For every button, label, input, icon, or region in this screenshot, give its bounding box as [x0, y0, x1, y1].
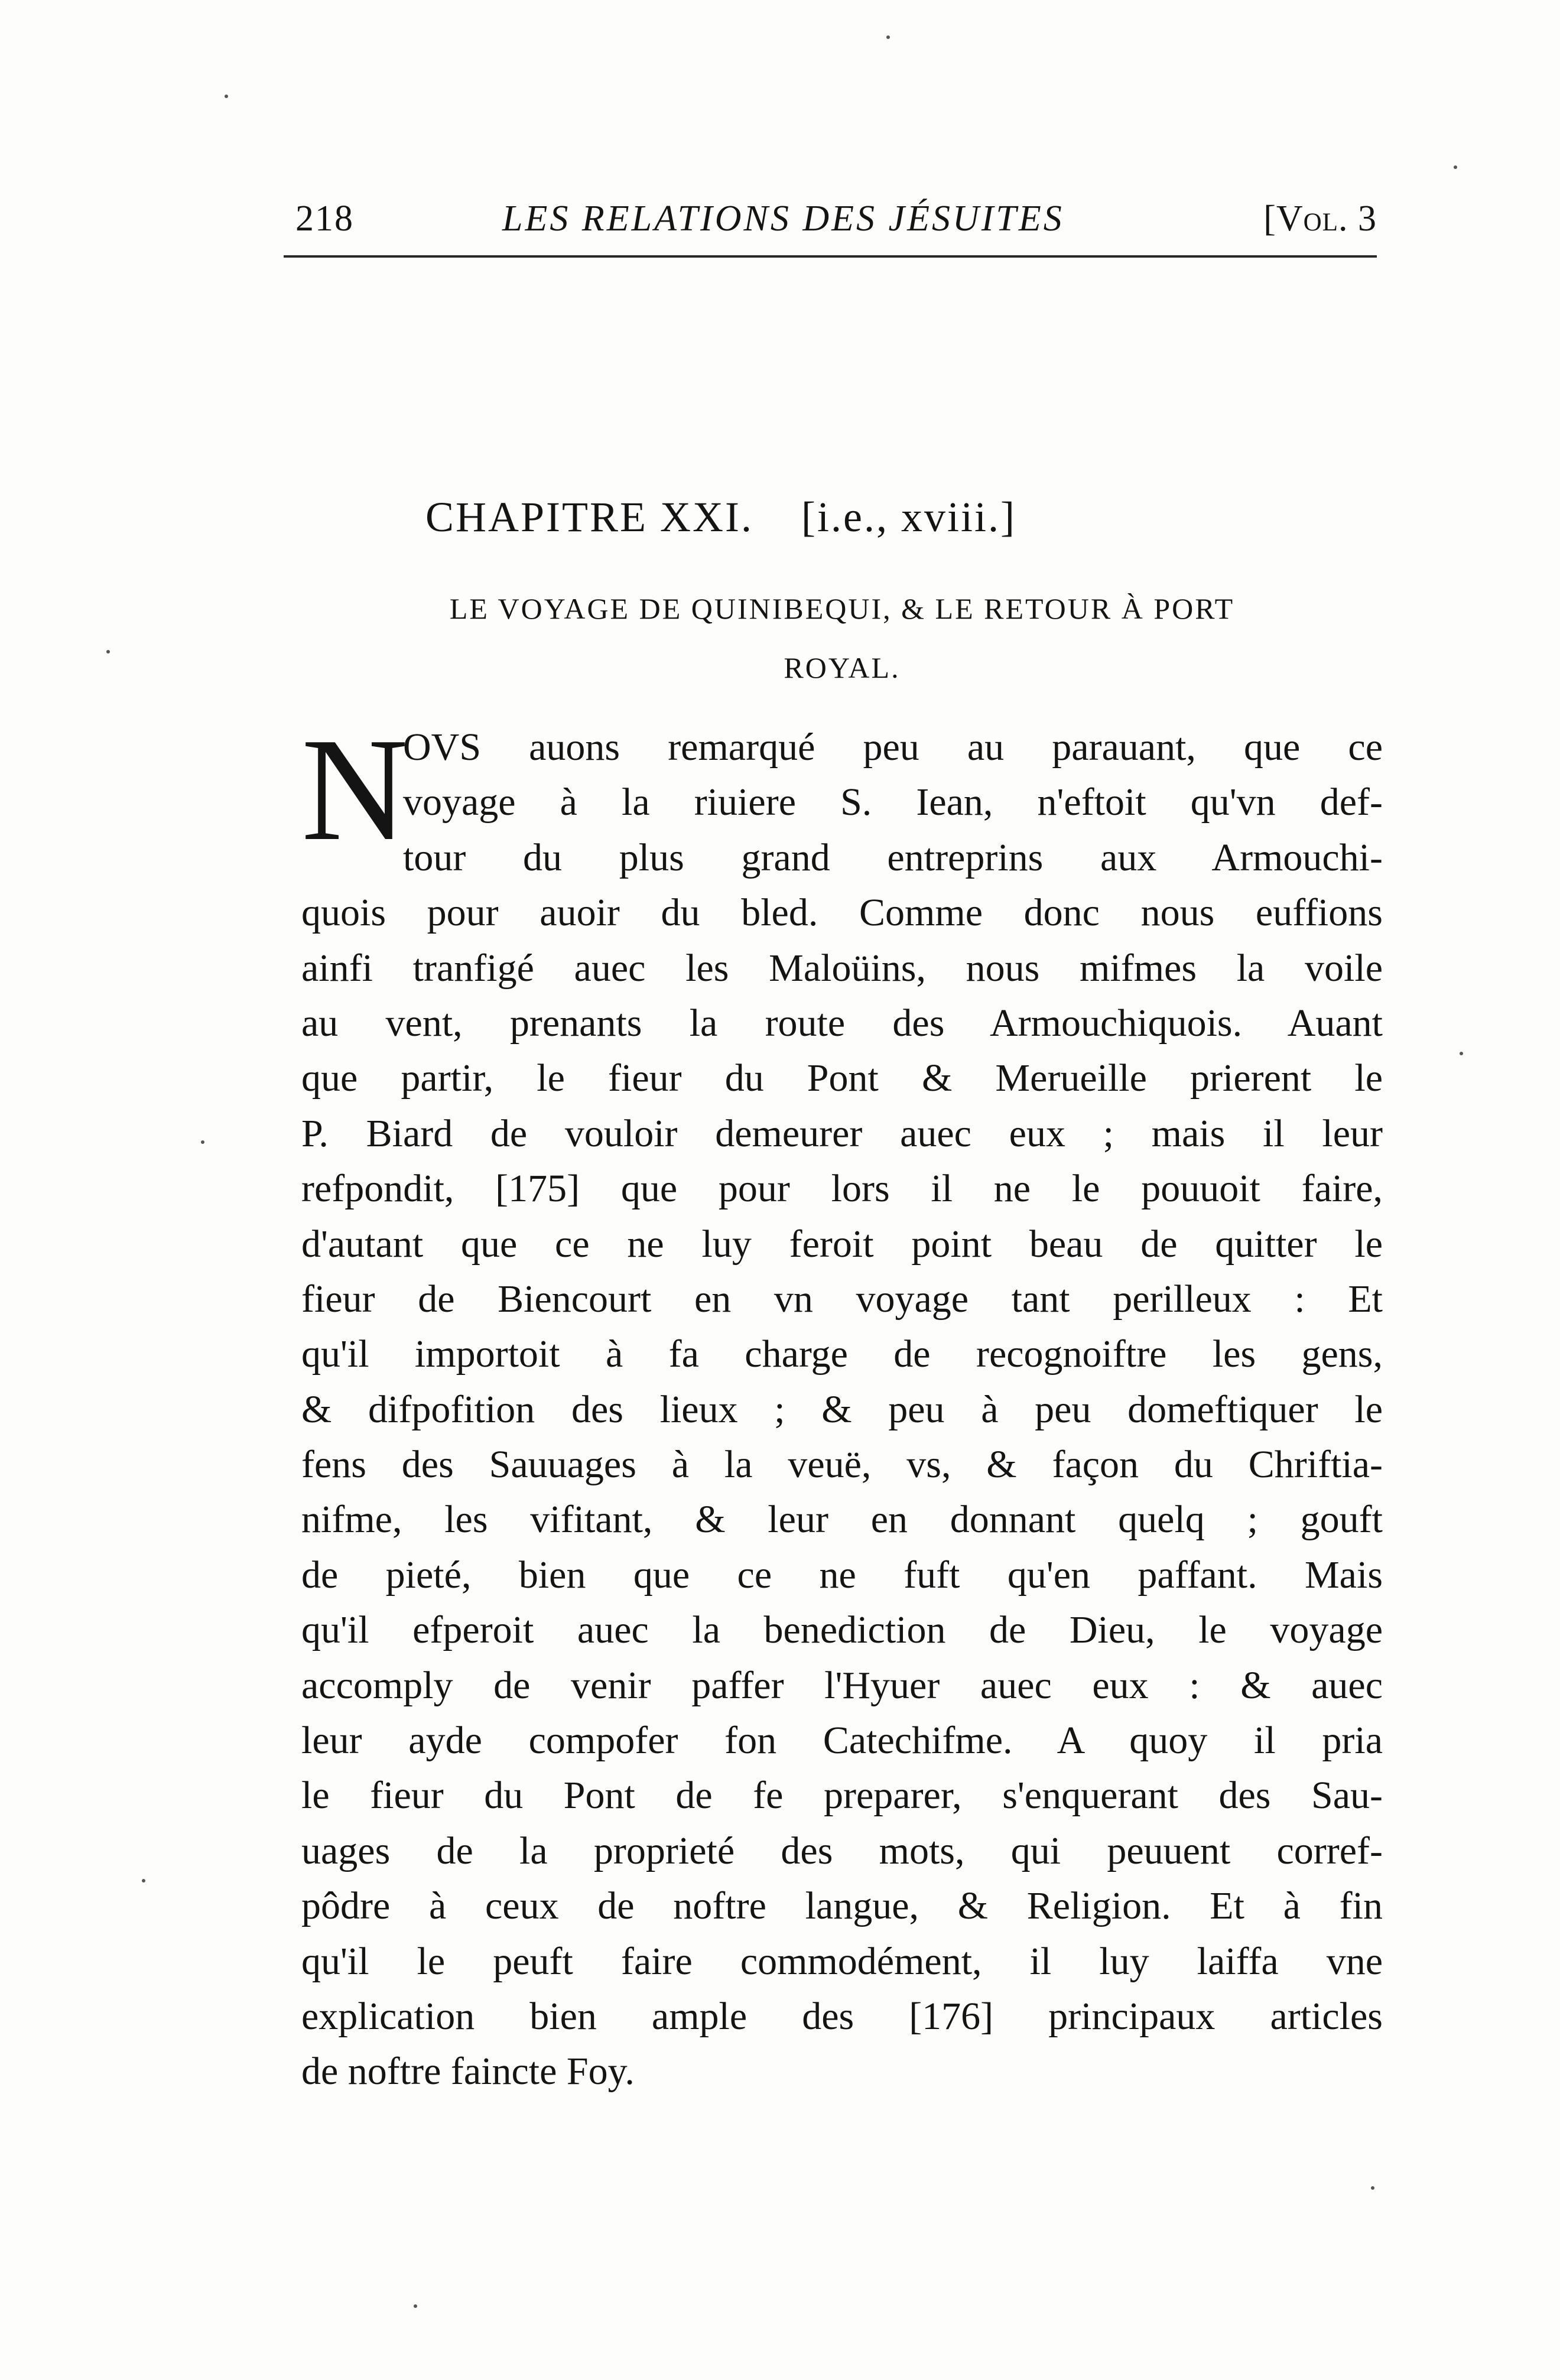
chapter-subtitle-line: LE VOYAGE DE QUINIBEQUI, & LE RETOUR À PORT [449, 592, 1235, 625]
header-rule [284, 255, 1377, 258]
scan-speck [106, 650, 110, 653]
text-line: qu'il efperoit auec la benediction de Dieu, le voyage [301, 1608, 1383, 1652]
text-line: voyage à la riuiere S. Iean, n'eftoit qu'vn def- [403, 781, 1383, 824]
scan-speck [142, 1879, 145, 1882]
text-line: fens des Sauuages à la veuë, vs, & façon du Chriftia- [301, 1443, 1383, 1487]
scan-speck [201, 1140, 204, 1144]
text-line: & difpofition des lieux ; & peu à peu domeftiquer le [301, 1387, 1383, 1431]
text-line: P. Biard de vouloir demeurer auec eux ; mais il leur [301, 1111, 1383, 1155]
text-line: refpondit, [175] que pour lors il ne le pouuoit faire, [301, 1167, 1383, 1211]
body-paragraph [301, 708, 1383, 2099]
volume-label: [Vol. 3 [1263, 199, 1377, 239]
text-line: quois pour auoir du bled. Comme donc nous euffions [301, 891, 1383, 935]
page-number: 218 [295, 199, 354, 239]
text-line: d'autant que ce ne luy feroit point beau de quitter le [301, 1222, 1383, 1266]
scan-speck [225, 95, 228, 98]
text-line: de pieté, bien que ce ne fuft qu'en paffant. Mais [301, 1553, 1383, 1597]
text-line: que partir, le fieur du Pont & Merueille prierent le [301, 1056, 1383, 1100]
text-line: qu'il importoit à fa charge de recognoiftre les gens, [301, 1332, 1383, 1376]
text-line: de noftre faincte Foy. [301, 2050, 635, 2093]
text-line: tour du plus grand entreprins aux Armouchi- [403, 835, 1383, 879]
scan-speck [1371, 2186, 1374, 2190]
text-line: pôdre à ceux de noftre langue, & Religion. Et à fin [301, 1884, 1383, 1928]
text-line: au vent, prenants la route des Armouchiquois. Auant [301, 1001, 1383, 1045]
running-title: LES RELATIONS DES JÉSUITES [502, 199, 1064, 239]
text-line: ainfi tranfigé auec les Maloüins, nous mifmes la voile [301, 946, 1383, 990]
chapter-number: CHAPITRE XXI. [425, 493, 753, 541]
chapter-subtitle-line: ROYAL. [784, 651, 901, 684]
scan-speck [1454, 165, 1457, 169]
text-line: uages de la proprieté des mots, qui peuuent corref- [301, 1829, 1383, 1872]
scan-speck [886, 35, 890, 39]
text-line: explication bien ample des [176] principaux articles [301, 1994, 1383, 2038]
chapter-heading [425, 490, 1312, 544]
text-line: le fieur du Pont de fe preparer, s'enquerant des Sau- [301, 1774, 1383, 1817]
scan-speck [1460, 1052, 1463, 1055]
text-line: accomply de venir paffer l'Hyuer auec eux : & auec [301, 1663, 1383, 1707]
running-header [290, 195, 1377, 242]
chapter-correction: [i.e., xviii.] [801, 493, 1016, 541]
drop-cap: N [301, 708, 408, 872]
text-line: nifme, les vifitant, & leur en donnant quelq ; gouft [301, 1498, 1383, 1542]
text-line: qu'il le peuft faire commodément, il luy laiffa vne [301, 1939, 1383, 1983]
text-line: OVS auons remarqué peu au parauant, que ce [403, 726, 1383, 769]
text-line: leur ayde compofer fon Catechifme. A quoy il pria [301, 1719, 1383, 1763]
chapter-subtitle [307, 579, 1377, 697]
scan-speck [414, 2304, 417, 2308]
text-line: fieur de Biencourt en vn voyage tant perilleux : Et [301, 1277, 1383, 1321]
